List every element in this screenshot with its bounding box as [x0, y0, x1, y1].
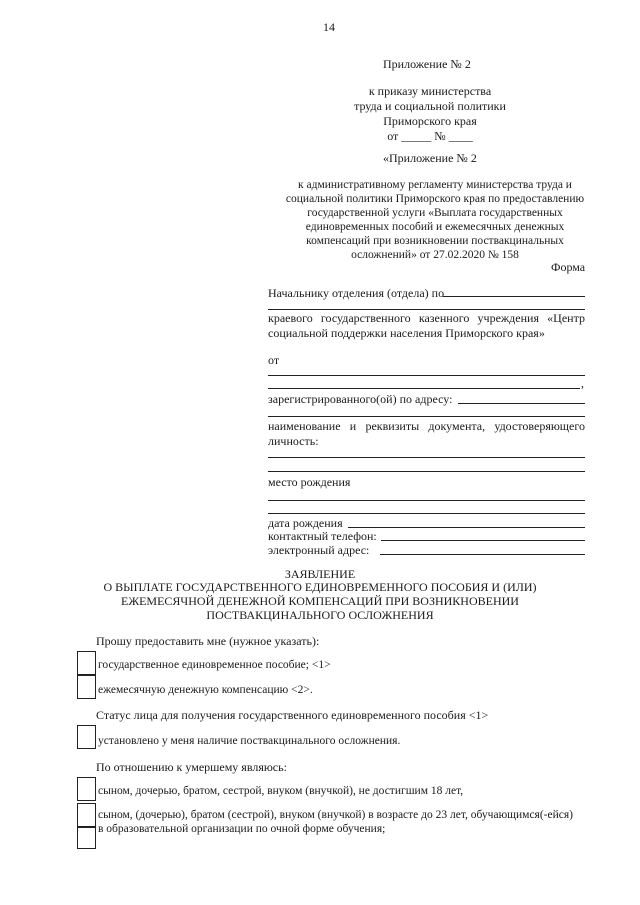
relative-under-18-label: сыном, дочерью, братом, сестрой, внуком (внучкой), не достигшим 18 лет,: [98, 785, 464, 797]
request-intro: Прошу предоставить мне (нужное указать):: [96, 634, 320, 648]
applicant-name-line1[interactable]: [268, 375, 585, 376]
phone-label: контактный телефон:: [268, 529, 377, 543]
regulation-line: осложнений» от 27.02.2020 № 158: [351, 249, 519, 261]
registered-address-field-line2[interactable]: [268, 416, 585, 417]
statement-title: ЗАЯВЛЕНИЕ: [284, 567, 356, 581]
complication-option-label: установлено у меня наличие поствакцинального осложнения.: [98, 735, 401, 747]
birthplace-field-line1[interactable]: [268, 500, 585, 501]
from-label: от: [268, 353, 280, 367]
benefit-checkbox[interactable]: [77, 651, 96, 675]
compensation-checkbox[interactable]: [77, 675, 96, 699]
regulation-line: единовременных пособий и ежемесячных денежных: [305, 221, 565, 233]
compensation-option-label: ежемесячную денежную компенсацию <2>.: [98, 684, 313, 696]
form-label: Форма: [551, 260, 586, 274]
birthdate-field[interactable]: [348, 527, 585, 528]
statement-subtitle: ЕЖЕМЕСЯЧНОЙ ДЕНЕЖНОЙ КОМПЕНСАЦИЙ ПРИ ВОЗНИКНОВЕНИИ: [121, 594, 519, 608]
status-intro: Статус лица для получения государственного единовременного пособия <1>: [96, 708, 489, 722]
regulation-line: государственной услуги «Выплата государственных: [307, 207, 563, 219]
registered-address-label: зарегистрированного(ой) по адресу:: [268, 392, 453, 406]
relative-under-23-checkbox[interactable]: [77, 803, 96, 827]
regulation-line: компенсаций при возникновении поствакцинальных: [306, 235, 564, 247]
department-field[interactable]: [443, 296, 585, 297]
identity-document-field-line1[interactable]: [268, 457, 585, 458]
relative-under-18-checkbox[interactable]: [77, 777, 96, 801]
identity-document-label: наименование и реквизиты документа, удостоверяющего личность:: [268, 419, 585, 448]
relation-intro: По отношению к умершему являюсь:: [96, 760, 287, 774]
applicant-name-line2[interactable]: [268, 388, 580, 389]
appendix-title: Приложение № 2: [383, 57, 471, 71]
complication-checkbox[interactable]: [77, 725, 96, 749]
relative-under-23-checkbox-lower[interactable]: [77, 827, 96, 849]
statement-subtitle: ПОСТВАКЦИНАЛЬНОГО ОСЛОЖНЕНИЯ: [206, 608, 434, 622]
appendix-line: труда и социальной политики: [354, 99, 506, 113]
identity-document-field-line2[interactable]: [268, 471, 585, 472]
phone-field[interactable]: [381, 540, 585, 541]
relative-under-23-label-line2: в образовательной организации по очной форме обучения;: [98, 823, 386, 835]
regulation-line: к административному регламенту министерства труда и: [298, 179, 572, 191]
department-field-line2[interactable]: [268, 309, 585, 310]
statement-subtitle: О ВЫПЛАТЕ ГОСУДАРСТВЕННОГО ЕДИНОВРЕМЕННОГО ПОСОБИЯ И (ИЛИ): [103, 580, 537, 594]
email-label: электронный адрес:: [268, 543, 370, 557]
addressee-to-label: Начальнику отделения (отдела) по: [268, 286, 445, 300]
benefit-option-label: государственное единовременное пособие; <1>: [98, 659, 331, 671]
regulation-title: «Приложение № 2: [383, 151, 477, 165]
birthplace-field-line2[interactable]: [268, 513, 585, 514]
appendix-line: Приморского края: [383, 114, 477, 128]
relative-under-23-label-line1: сыном, (дочерью), братом (сестрой), внуком (внучкой) в возрасте до 23 лет, обучающимся(-ейся): [98, 809, 573, 821]
registered-address-field[interactable]: [458, 403, 585, 404]
birthplace-label: место рождения: [268, 475, 351, 489]
appendix-date-number: от _____ № ____: [387, 129, 473, 143]
appendix-line: к приказу министерства: [368, 84, 492, 98]
regulation-line: социальной политики Приморского края по предоставлению: [285, 193, 585, 205]
institution-name: краевого государственного казенного учреждения «Центр социальной поддержки населения Приморского края»: [268, 311, 585, 340]
email-field[interactable]: [380, 554, 585, 555]
comma-mark: ,: [581, 376, 584, 390]
birthdate-label: дата рождения: [268, 516, 343, 530]
page-number: 14: [323, 20, 335, 34]
